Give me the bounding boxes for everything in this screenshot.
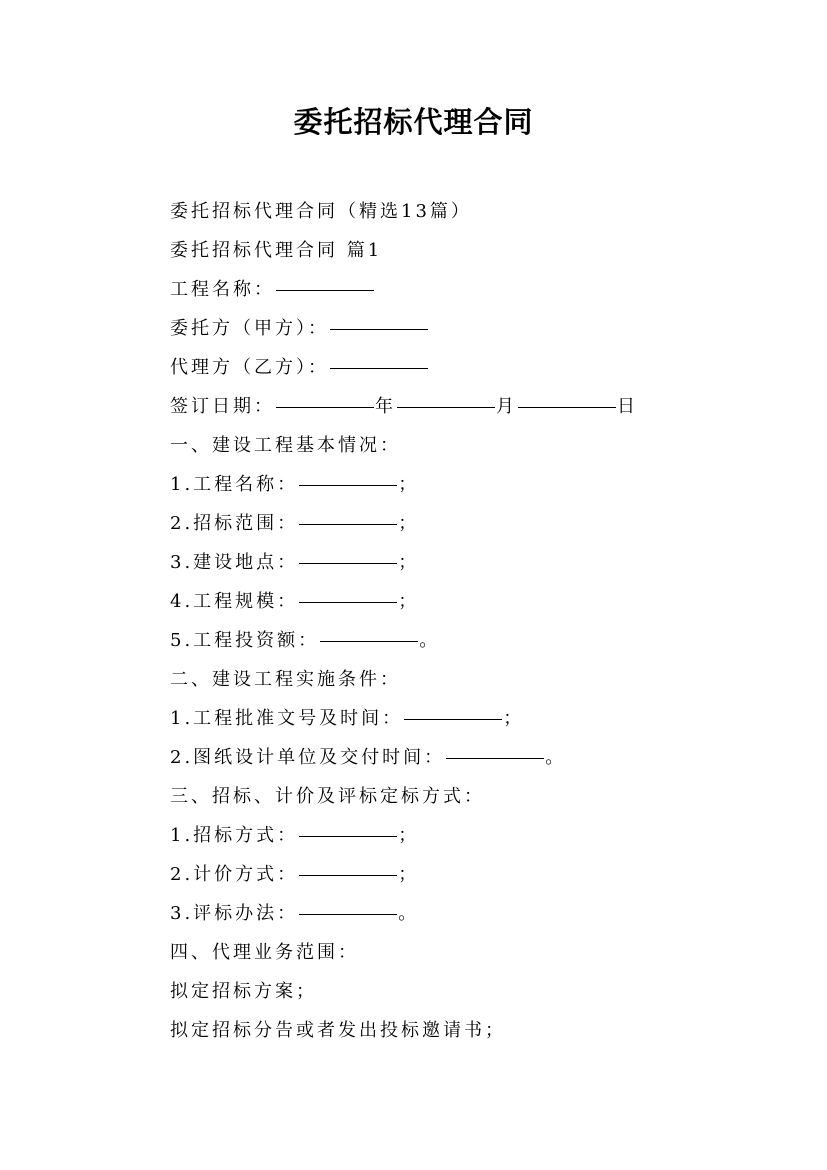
line-text: 代理方（乙方）：	[170, 357, 329, 378]
line-text: ；	[398, 513, 420, 534]
line-text: 月	[496, 396, 517, 417]
fill-in-blank	[276, 406, 374, 408]
document-line	[170, 660, 790, 699]
fill-in-blank	[299, 523, 397, 525]
line-text: 签订日期：	[170, 396, 275, 417]
fill-in-blank	[299, 601, 397, 603]
line-text: ；	[398, 591, 420, 612]
line-text: 工程名称：	[170, 279, 275, 300]
document-line	[170, 738, 790, 777]
line-text: 1.招标方式：	[170, 825, 299, 846]
document-line	[170, 699, 790, 738]
line-text: 3.评标办法：	[170, 903, 299, 924]
document-line	[170, 621, 790, 660]
fill-in-blank	[299, 562, 397, 564]
document-title: 委托招标代理合同	[293, 105, 534, 139]
document-line	[170, 309, 790, 348]
line-text: 二、建设工程实施条件：	[170, 669, 401, 690]
fill-in-blank	[299, 835, 397, 837]
document-line	[170, 543, 790, 582]
line-text: 日	[617, 396, 638, 417]
line-text: 委托招标代理合同（精选13篇）	[170, 201, 472, 222]
line-text: 年	[375, 396, 396, 417]
document-line	[170, 192, 790, 231]
document-line	[170, 816, 790, 855]
document-line	[170, 270, 790, 309]
line-text: 2.计价方式：	[170, 864, 299, 885]
fill-in-blank	[330, 367, 428, 369]
line-text: ；	[398, 864, 420, 885]
line-text: 。	[419, 630, 441, 651]
fill-in-blank	[330, 328, 428, 330]
fill-in-blank	[320, 640, 418, 642]
line-text: ；	[503, 708, 525, 729]
fill-in-blank	[397, 406, 495, 408]
fill-in-blank	[299, 913, 397, 915]
line-text: 5.工程投资额：	[170, 630, 320, 651]
line-text: 拟定招标方案；	[170, 981, 317, 1002]
fill-in-blank	[299, 484, 397, 486]
document-line	[170, 426, 790, 465]
document-body	[170, 192, 790, 1050]
document-line	[170, 894, 790, 933]
fill-in-blank	[276, 289, 374, 291]
line-text: 2.图纸设计单位及交付时间：	[170, 747, 446, 768]
line-text: 委托方（甲方）：	[170, 318, 329, 339]
document-line	[170, 387, 790, 426]
document-line	[170, 348, 790, 387]
document-line	[170, 933, 790, 972]
document-line	[170, 777, 790, 816]
document-line	[170, 972, 790, 1011]
line-text: ；	[398, 825, 420, 846]
line-text: 1.工程名称：	[170, 474, 299, 495]
line-text: 2.招标范围：	[170, 513, 299, 534]
document-line	[170, 465, 790, 504]
document-line	[170, 582, 790, 621]
line-text: 拟定招标分告或者发出投标邀请书；	[170, 1020, 506, 1041]
document-line	[170, 1011, 790, 1050]
line-text: 4.工程规模：	[170, 591, 299, 612]
line-text: 四、代理业务范围：	[170, 942, 359, 963]
document-line	[170, 231, 790, 270]
fill-in-blank	[518, 406, 616, 408]
document-line	[170, 855, 790, 894]
line-text: ；	[398, 552, 420, 573]
line-text: 3.建设地点：	[170, 552, 299, 573]
line-text: 三、招标、计价及评标定标方式：	[170, 786, 485, 807]
line-text: ；	[398, 474, 420, 495]
line-text: 1.工程批准文号及时间：	[170, 708, 404, 729]
document-line	[170, 504, 790, 543]
fill-in-blank	[446, 757, 544, 759]
line-text: 一、建设工程基本情况：	[170, 435, 401, 456]
fill-in-blank	[404, 718, 502, 720]
line-text: 。	[398, 903, 420, 924]
line-text: 。	[545, 747, 567, 768]
fill-in-blank	[299, 874, 397, 876]
line-text: 委托招标代理合同 篇1	[170, 240, 383, 261]
